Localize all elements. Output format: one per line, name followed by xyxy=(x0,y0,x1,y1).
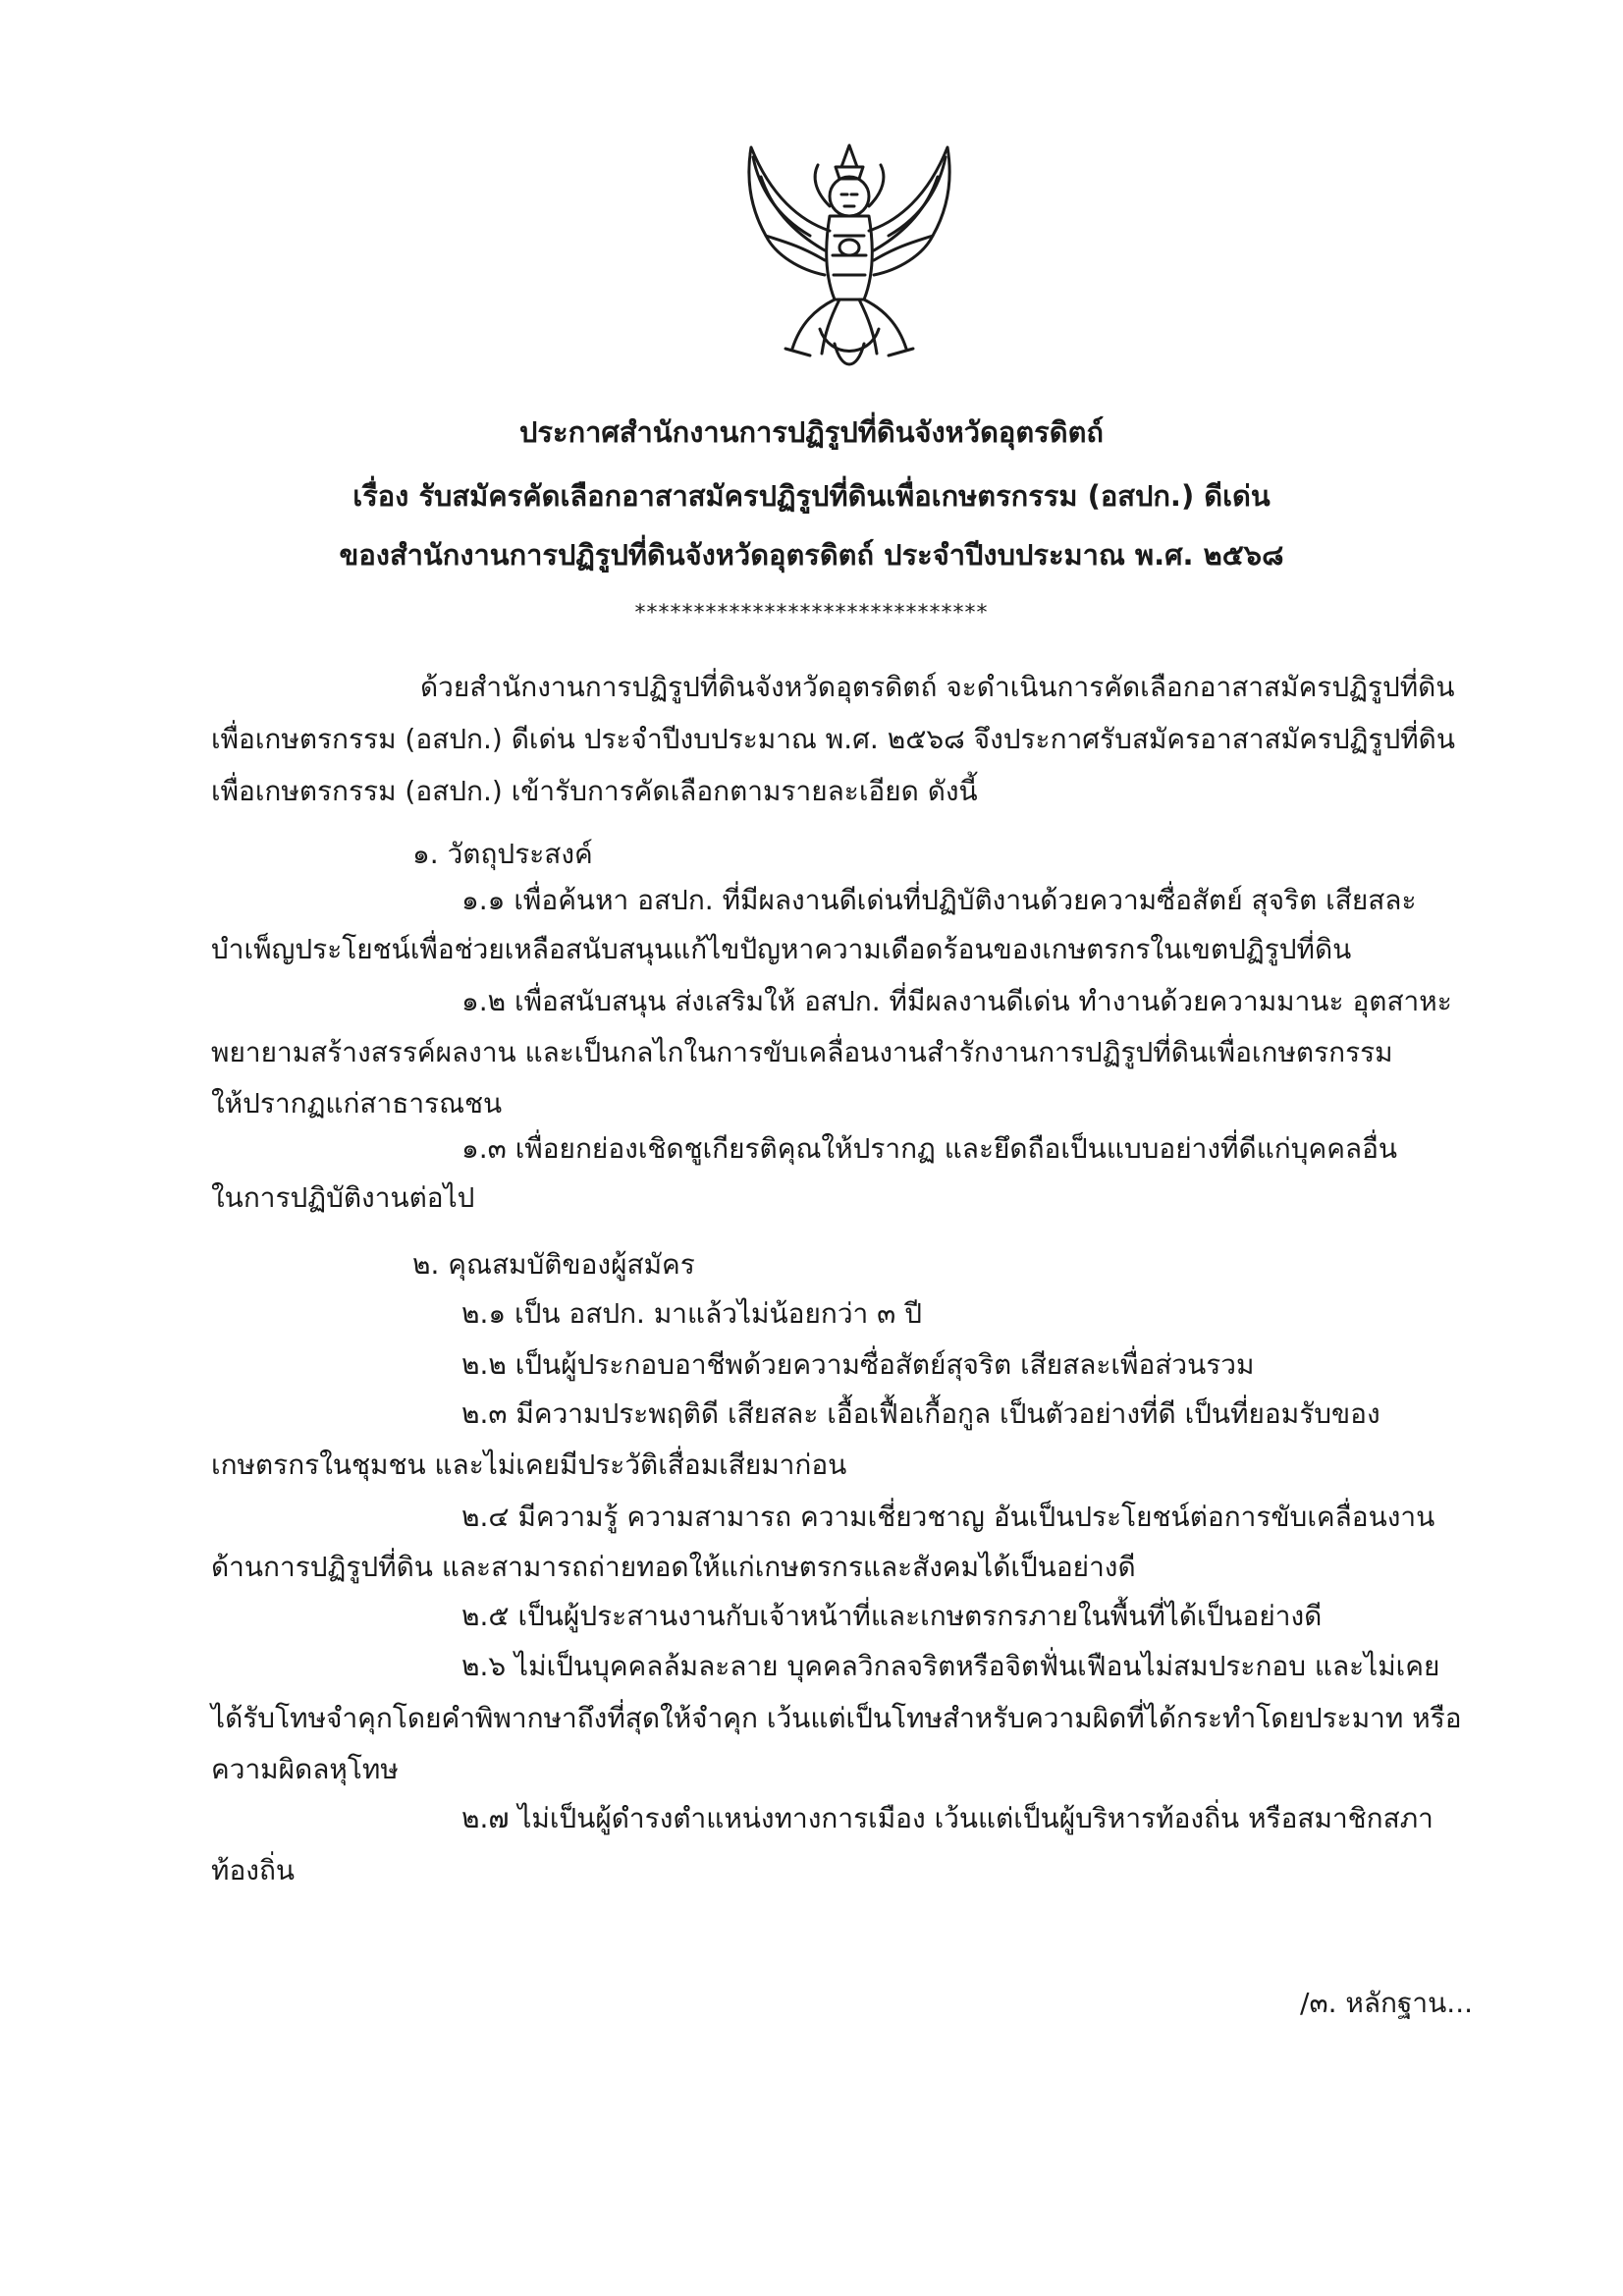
section1-item2-line3: ให้ปรากฏแก่สาธารณชน xyxy=(211,1087,503,1120)
section2-item3-line2: เกษตรกรในชุมชน และไม่เคยมีประวัติเสื่อมเสียมาก่อน xyxy=(211,1449,847,1481)
section1-item3-line2: ในการปฏิบัติงานต่อไป xyxy=(211,1181,475,1214)
intro-line-3: เพื่อเกษตรกรรม (อสปก.) เข้ารับการคัดเลือกตามรายละเอียด ดังนี้ xyxy=(211,775,978,807)
section2-item3-line1: ๒.๓ มีความประพฤติดี เสียสละ เอื้อเฟื้อเกื้อกูล เป็นตัวอย่างที่ดี เป็นที่ยอมรับของ xyxy=(461,1397,1380,1430)
subject-line-2: ของสำนักงานการปฏิรูปที่ดินจังหวัดอุตรดิตถ์ ประจำปีงบประมาณ พ.ศ. ๒๕๖๘ xyxy=(339,538,1284,572)
section1-heading: ๑. วัตถุประสงค์ xyxy=(412,838,593,870)
continuation-note: /๓. หลักฐาน... xyxy=(1300,1987,1473,2019)
section2-item7-line1: ๒.๗ ไม่เป็นผู้ดำรงตำแหน่งทางการเมือง เว้นแต่เป็นผู้บริหารท้องถิ่น หรือสมาชิกสภา xyxy=(461,1802,1434,1834)
section2-item6-line2: ได้รับโทษจำคุกโดยคำพิพากษาถึงที่สุดให้จำคุก เว้นแต่เป็นโทษสำหรับความผิดที่ได้กระทำโดยประมาท หรือ xyxy=(211,1702,1462,1734)
section1-item2-line2: พยายามสร้างสรรค์ผลงาน และเป็นกลไกในการขับเคลื่อนงานสำรักงานการปฏิรูปที่ดินเพื่อเกษตรกรรม xyxy=(211,1036,1393,1068)
section2-item2: ๒.๒ เป็นผู้ประกอบอาชีพด้วยความซื่อสัตย์สุจริต เสียสละเพื่อส่วนรวม xyxy=(461,1348,1255,1381)
intro-line-1: ด้วยสำนักงานการปฏิรูปที่ดินจังหวัดอุตรดิตถ์ จะดำเนินการคัดเลือกอาสาสมัครปฏิรูปที่ดิน xyxy=(420,671,1455,703)
intro-line-2: เพื่อเกษตรกรรม (อสปก.) ดีเด่น ประจำปีงบประมาณ พ.ศ. ๒๕๖๘ จึงประกาศรับสมัครอาสาสมัครปฏิรูปที่ดิน xyxy=(211,723,1455,755)
garuda-emblem-icon xyxy=(731,137,967,378)
section2-item7-line2: ท้องถิ่น xyxy=(211,1854,296,1886)
section2-item6-line1: ๒.๖ ไม่เป็นบุคคลล้มละลาย บุคคลวิกลจริตหรือจิตฟั่นเฟือนไม่สมประกอบ และไม่เคย xyxy=(461,1650,1440,1682)
section1-item1-line2: บำเพ็ญประโยชน์เพื่อช่วยเหลือสนับสนุนแก้ไขปัญหาความเดือดร้อนของเกษตรกรในเขตปฏิรูปที่ดิน xyxy=(211,933,1352,965)
section1-item1-line1: ๑.๑ เพื่อค้นหา อสปก. ที่มีผลงานดีเด่นที่ปฏิบัติงานด้วยความซื่อสัตย์ สุจริต เสียสละ xyxy=(461,884,1417,916)
section2-item5: ๒.๕ เป็นผู้ประสานงานกับเจ้าหน้าที่และเกษตรกรภายในพื้นที่ได้เป็นอย่างดี xyxy=(461,1600,1323,1632)
section1-item2-line1: ๑.๒ เพื่อสนับสนุน ส่งเสริมให้ อสปก. ที่มีผลงานดีเด่น ทำงานด้วยความมานะ อุตสาหะ xyxy=(461,985,1452,1017)
section2-item4-line2: ด้านการปฏิรูปที่ดิน และสามารถถ่ายทอดให้แก่เกษตรกรและสังคมได้เป็นอย่างดี xyxy=(211,1551,1136,1583)
subject-line-1: เรื่อง รับสมัครคัดเลือกอาสาสมัครปฏิรูปที่ดินเพื่อเกษตรกรรม (อสปก.) ดีเด่น xyxy=(352,479,1271,513)
section2-heading: ๒. คุณสมบัติของผู้สมัคร xyxy=(412,1248,695,1281)
section2-item6-line3: ความผิดลหุโทษ xyxy=(211,1753,399,1785)
page-title: ประกาศสำนักงานการปฏิรูปที่ดินจังหวัดอุตรดิตถ์ xyxy=(519,415,1104,449)
section2-item1: ๒.๑ เป็น อสปก. มาแล้วไม่น้อยกว่า ๓ ปี xyxy=(461,1297,922,1330)
section2-item4-line1: ๒.๔ มีความรู้ ความสามารถ ความเชี่ยวชาญ อันเป็นประโยชน์ต่อการขับเคลื่อนงาน xyxy=(461,1501,1435,1533)
section1-item3-line1: ๑.๓ เพื่อยกย่องเชิดชูเกียรติคุณให้ปรากฏ และยึดถือเป็นแบบอย่างที่ดีแก่บุคคลอื่น xyxy=(461,1132,1398,1165)
separator: ****************************** xyxy=(634,601,989,626)
